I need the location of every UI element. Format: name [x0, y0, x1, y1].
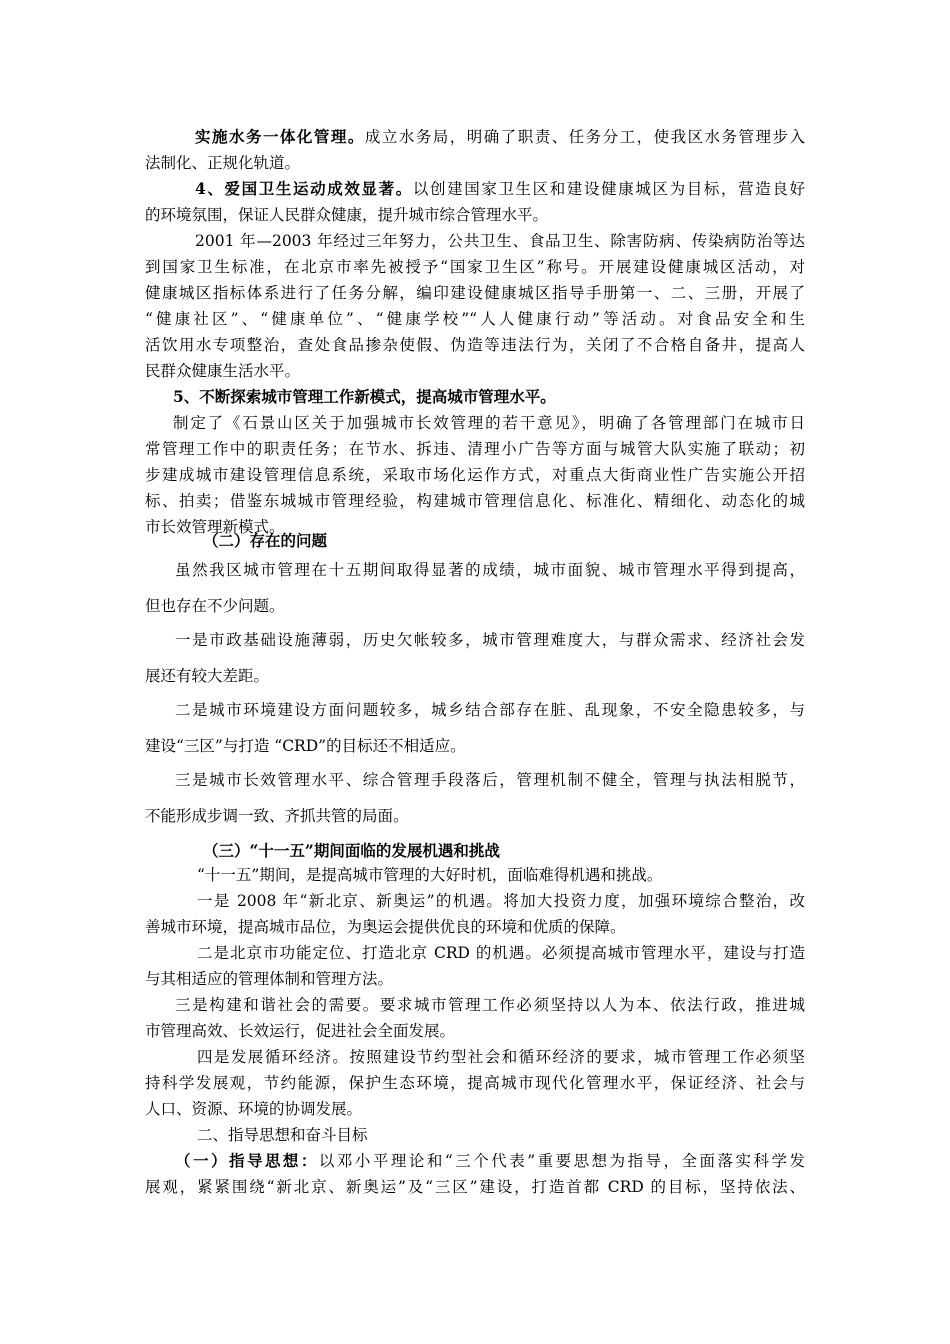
- text-line: 常管理工作中的职责任务；在节水、拆违、清理小广告等方面与城管大队实施了联动；初: [145, 440, 805, 458]
- paragraph-opportunities-intro: [145, 862, 805, 888]
- chapter-heading-guiding-ideology: 二、指导思想和奋斗目标: [197, 1126, 368, 1144]
- text-line: 2001 年—2003 年经过三年努力，公共卫生、食品卫生、除害防病、传染病防治等达: [195, 232, 805, 250]
- paragraph-opportunity-crd: [145, 940, 805, 992]
- text-line: 民群众健康生活水平。: [145, 362, 301, 380]
- text-line: 到国家卫生标准，在北京市率先被授予“国家卫生区”称号。开展建设健康城区活动，对: [145, 258, 805, 276]
- paragraph-opportunity-harmony: [145, 992, 805, 1044]
- text-line: 的环境氛围，保证人民群众健康，提升城市综合管理水平。: [145, 206, 549, 224]
- text-line: 二是北京市功能定位、打造北京 CRD 的机遇。必须提高城市管理水平，建设与打造: [197, 944, 805, 962]
- paragraph-water-management: [145, 124, 805, 176]
- text-line: 但也存在不少问题。: [145, 597, 285, 615]
- text-line: 市长效管理新模式。: [145, 518, 285, 536]
- text-line: 建设“三区”与打造 “CRD”的目标还不相适应。: [145, 737, 466, 755]
- paragraph-problem-2: [145, 692, 805, 764]
- bold-heading: 4、爱国卫生运动成效显著。: [195, 179, 413, 198]
- text-line: 人口、资源、环境的协调发展。: [145, 1100, 363, 1118]
- text-line: 虽然我区城市管理在十五期间取得显著的成绩，城市面貌、城市管理水平得到提高，: [175, 561, 805, 579]
- text-line: （一）指导思想：以邓小平理论和“三个代表”重要思想为指导，全面落实科学发: [175, 1151, 805, 1170]
- text-line: 持科学发展观，节约能源，保护生态环境，提高城市现代化管理水平，保证经济、社会与: [145, 1074, 805, 1092]
- paragraph-new-mode-heading: [145, 384, 805, 410]
- text-line: “健康社区”、“健康单位”、“健康学校”“人人健康行动”等活动。对食品安全和生: [145, 310, 805, 328]
- text-line: 二是城市环境建设方面问题较多，城乡结合部存在脏、乱现象，不安全隐患较多，与: [175, 701, 805, 719]
- text-line: 一是市政基础设施薄弱，历史欠帐较多，城市管理难度大，与群众需求、经济社会发: [175, 631, 805, 649]
- text-line: “十一五”期间，是提高城市管理的大好时机，面临难得机遇和挑战。: [197, 866, 663, 884]
- bold-heading: （一）指导思想：: [175, 1151, 319, 1170]
- paragraph-opportunity-olympics: [145, 888, 805, 940]
- section-heading-problems: （二）存在的问题: [203, 531, 328, 550]
- text-line: 活饮用水专项整治，查处食品掺杂使假、伪造等违法行为，关闭了不合格自备井，提高人: [145, 336, 805, 354]
- text-line: 市管理高效、长效运行，促进社会全面发展。: [145, 1022, 456, 1040]
- text-line: 展观，紧紧围绕“新北京、新奥运”及“三区”建设，打造首都 CRD 的目标，坚持依法、: [145, 1178, 805, 1196]
- text-line: 健康城区指标体系进行了任务分解，编印建设健康城区指导手册第一、二、三册，开展了: [145, 284, 805, 302]
- text-line: 四是发展循环经济。按照建设节约型社会和循环经济的要求，城市管理工作必须坚: [197, 1048, 805, 1066]
- text-line: 实施水务一体化管理。成立水务局，明确了职责、任务分工，使我区水务管理步入: [195, 127, 805, 146]
- text-line: 三是构建和谐社会的需要。要求城市管理工作必须坚持以人为本、依法行政，推进城: [175, 996, 805, 1014]
- text-line: 三是城市长效管理水平、综合管理手段落后，管理机制不健全，管理与执法相脱节，: [175, 771, 805, 789]
- paragraph-guiding-ideology: [145, 1148, 805, 1200]
- text-line: 一是 2008 年“新北京、新奥运”的机遇。将加大投资力度，加强环境综合整治，改: [197, 892, 805, 910]
- text-line: 法制化、正规化轨道。: [145, 154, 301, 172]
- text-line: 制定了《石景山区关于加强城市长效管理的若干意见》，明确了各管理部门在城市日: [173, 414, 805, 432]
- paragraph-patriotic-health: [145, 176, 805, 228]
- text-line: 与其相适应的管理体制和管理方法。: [145, 970, 394, 988]
- paragraph-problem-1: [145, 622, 805, 694]
- paragraph-problem-3: [145, 762, 805, 834]
- text-line: 标、拍卖；借鉴东城城市管理经验，构建城市管理信息化、标准化、精细化、动态化的城: [145, 492, 805, 510]
- text-line: 步建成城市建设管理信息系统，采取市场化运作方式，对重点大街商业性广告实施公开招: [145, 466, 805, 484]
- paragraph-long-term-management: [145, 410, 805, 540]
- bold-heading: 实施水务一体化管理。: [195, 127, 365, 146]
- text-line: 不能形成步调一致、齐抓共管的局面。: [145, 807, 409, 825]
- bold-heading: 5、不断探索城市管理工作新模式，提高城市管理水平。: [173, 387, 556, 406]
- text-line: 4、爱国卫生运动成效显著。以创建国家卫生区和建设健康城区为目标，营造良好: [195, 179, 805, 198]
- section-heading-opportunities: （三）“十一五”期间面临的发展机遇和挑战: [203, 841, 500, 860]
- text-line: 展还有较大差距。: [145, 667, 270, 685]
- text-line: 善城市环境，提高城市品位，为奥运会提供优良的环境和优质的保障。: [145, 918, 626, 936]
- paragraph-health-achievements: [145, 228, 805, 384]
- paragraph-problems-intro: [145, 552, 805, 624]
- paragraph-opportunity-circular-economy: [145, 1044, 805, 1122]
